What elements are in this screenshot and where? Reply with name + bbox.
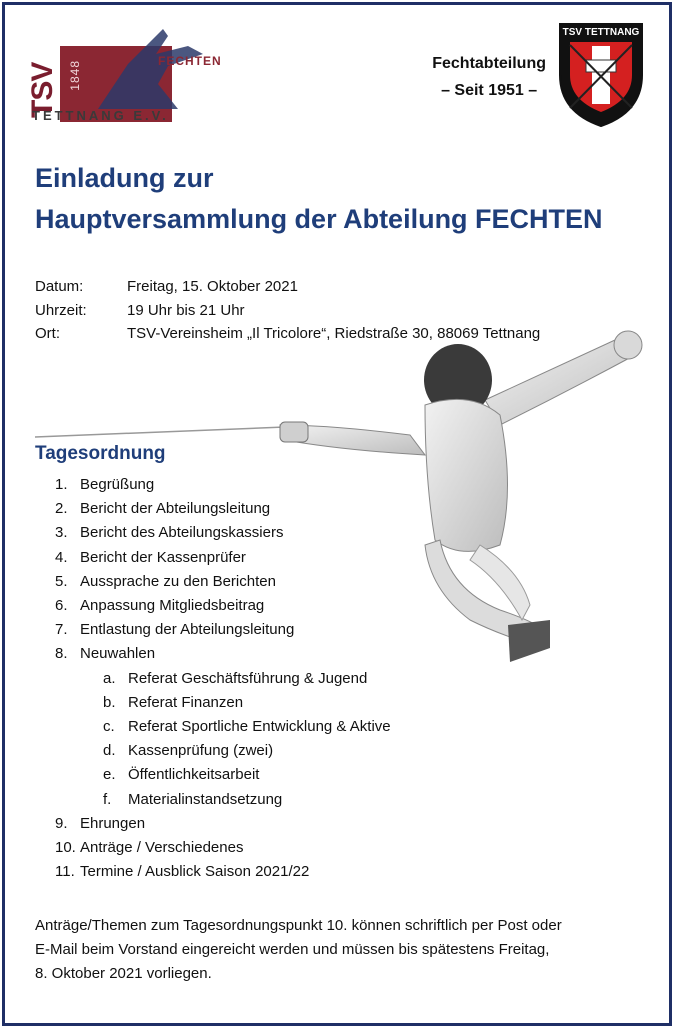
list-item	[55, 473, 391, 497]
list-item	[55, 618, 391, 642]
tsv-tettnang-crest	[556, 20, 646, 130]
list-item	[55, 497, 391, 521]
list-item	[55, 860, 391, 884]
item-text: Referat Sportliche Entwicklung & Aktive	[128, 718, 391, 736]
logo-year-text: 1848	[68, 60, 82, 91]
item-letter: d.	[103, 742, 116, 760]
item-text: Bericht des Abteilungskassiers	[80, 524, 284, 542]
item-text: Kassenprüfung (zwei)	[128, 742, 274, 760]
item-number: 5.	[55, 572, 68, 590]
item-number: 8.	[55, 645, 68, 663]
item-text: Anpassung Mitgliedsbeitrag	[80, 597, 265, 615]
item-text: Bericht der Kassenprüfer	[80, 548, 246, 566]
item-number: 10.	[55, 839, 76, 857]
item-text: Begrüßung	[80, 476, 155, 493]
item-text: Öffentlichkeitsarbeit	[128, 766, 260, 784]
item-text: Neuwahlen	[80, 645, 156, 663]
title-line-2: Hauptversammlung der Abteilung FECHTEN	[35, 204, 603, 234]
tsv-fechten-logo	[28, 20, 223, 130]
event-info	[35, 275, 540, 346]
item-text: Aussprache zu den Berichten	[80, 572, 276, 590]
list-item	[55, 812, 391, 836]
item-number: 9.	[55, 814, 68, 832]
logo-tettnang-text: TETTNANG E.V.	[32, 108, 169, 123]
info-value: Freitag, 15. Oktober 2021	[127, 278, 298, 295]
fencer-silhouette-icon	[88, 24, 208, 114]
department-header	[432, 50, 546, 104]
department-name: Fechtabteilung	[432, 55, 546, 72]
title-line-1: Einladung zur	[35, 163, 214, 193]
item-text: Ehrungen	[80, 814, 146, 832]
sub-list-item	[55, 667, 391, 691]
item-letter: c.	[103, 718, 115, 736]
info-label: Datum:	[35, 278, 84, 295]
item-text: Materialinstandsetzung	[128, 790, 283, 808]
item-number: 11.	[55, 863, 75, 881]
closing-note	[35, 914, 645, 986]
agenda-list	[55, 473, 391, 884]
item-number: 1.	[55, 476, 68, 493]
note-line: Anträge/Themen zum Tagesordnungspunkt 10. können schriftlich per Post oder	[35, 917, 562, 934]
item-text: Anträge / Verschiedenes	[80, 839, 244, 857]
info-row-location	[35, 322, 540, 346]
info-label: Ort:	[35, 325, 60, 342]
crest-label: TSV TETTNANG	[562, 27, 640, 38]
sub-list-item	[55, 788, 391, 812]
sub-list-item	[55, 691, 391, 715]
item-letter: f.	[103, 790, 112, 808]
item-text: Bericht der Abteilungsleitung	[80, 500, 271, 518]
item-text: Referat Geschäftsführung & Jugend	[128, 669, 368, 687]
info-row-date	[35, 275, 540, 299]
item-number: 3.	[55, 524, 68, 542]
item-number: 2.	[55, 500, 68, 518]
page-title	[35, 158, 603, 240]
list-item	[55, 546, 391, 570]
agenda-heading: Tagesordnung	[35, 443, 166, 464]
item-number: 6.	[55, 597, 68, 615]
list-item	[55, 594, 391, 618]
info-value: TSV-Vereinsheim „Il Tricolore“, Riedstraße 30, 88069 Tettnang	[127, 325, 541, 342]
logo-fechten-text: FECHTEN	[158, 54, 222, 68]
item-text: Termine / Ausblick Saison 2021/22	[80, 863, 310, 881]
sub-list-item	[55, 715, 391, 739]
item-number: 4.	[55, 548, 68, 566]
note-line: E-Mail beim Vorstand eingereicht werden und müssen bis spätestens Freitag,	[35, 941, 550, 958]
list-item	[55, 570, 391, 594]
item-text: Entlastung der Abteilungsleitung	[80, 621, 295, 639]
sub-list-item	[55, 763, 391, 787]
item-letter: b.	[103, 693, 116, 711]
list-item	[55, 521, 391, 545]
sub-list-item	[55, 739, 391, 763]
logo-tsv-text: TSV	[26, 62, 59, 118]
note-line: 8. Oktober 2021 vorliegen.	[35, 965, 212, 982]
item-letter: e.	[103, 766, 116, 784]
list-item	[55, 642, 391, 666]
info-row-time	[35, 299, 540, 323]
department-since: – Seit 1951 –	[441, 82, 538, 99]
item-letter: a.	[103, 669, 116, 687]
info-label: Uhrzeit:	[35, 301, 87, 319]
item-number: 7.	[55, 621, 68, 639]
item-text: Referat Finanzen	[128, 693, 244, 711]
list-item	[55, 836, 391, 860]
info-value: 19 Uhr bis 21 Uhr	[127, 301, 245, 319]
